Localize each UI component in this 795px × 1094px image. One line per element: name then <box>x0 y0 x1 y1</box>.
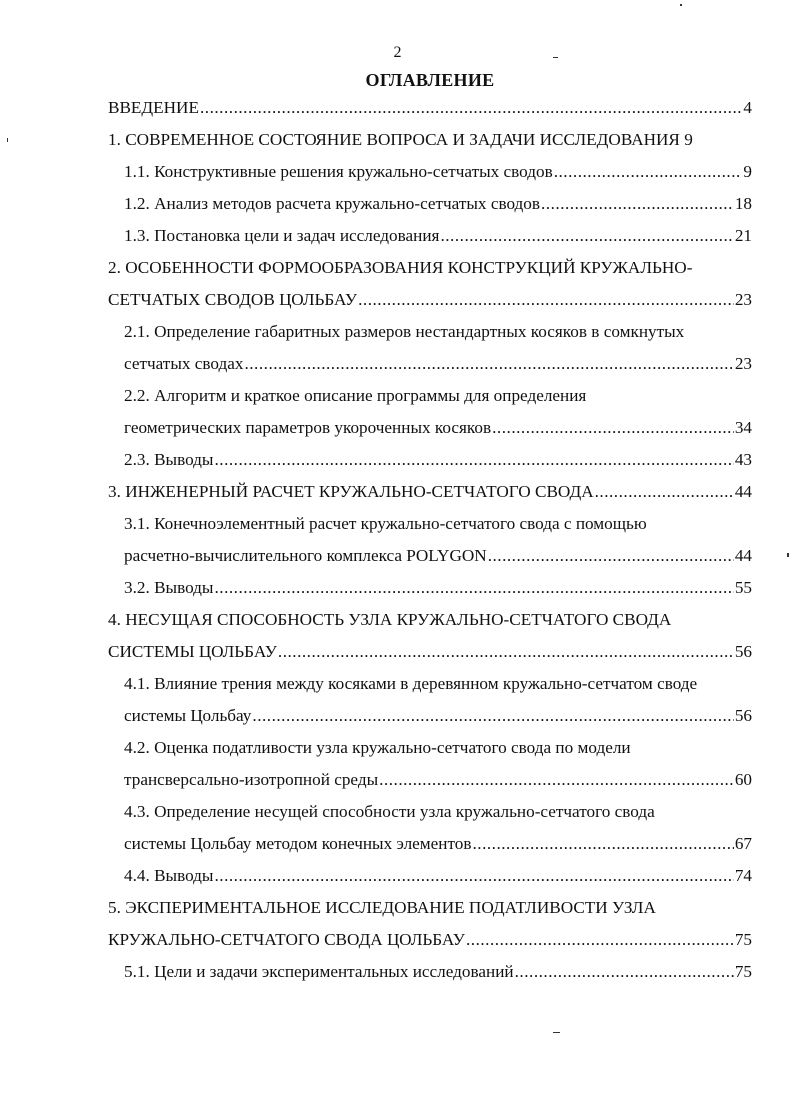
toc-entry-text: 3.2. Выводы <box>124 578 214 597</box>
toc-entry-text: сетчатых сводах <box>124 354 244 373</box>
toc-entry-page: 67 <box>734 834 752 853</box>
toc-entry-chapter-3 <box>108 482 752 510</box>
toc-entry-section-3-2 <box>124 578 752 606</box>
toc-entry-section-1-2 <box>124 194 752 222</box>
dot-leader <box>252 706 733 726</box>
toc-entry-section-1-3 <box>124 226 752 254</box>
toc-entry-section-2-2 <box>124 386 758 414</box>
toc-entry-text: 1.2. Анализ методов расчета кружально-сетчатых сводов <box>124 194 540 213</box>
toc-entry-text: расчетно-вычислительного комплекса POLYGON <box>124 546 487 565</box>
toc-entry-section-2-1-cont <box>124 354 752 382</box>
scan-speck <box>553 57 558 58</box>
toc-entry-text: 2.1. Определение габаритных размеров нестандартных косяков в сомкнутых <box>124 322 685 341</box>
toc-entry-page: 9 <box>743 162 752 181</box>
toc-entry-text: системы Цольбау методом конечных элементов <box>124 834 472 853</box>
toc-entry-section-1-1 <box>124 162 752 190</box>
toc-entry-text: 4.1. Влияние трения между косяками в деревянном кружально-сетчатом своде <box>124 674 698 693</box>
toc-entry-page: 23 <box>734 290 752 309</box>
toc-entry-text: 4.3. Определение несущей способности узла кружально-сетчатого свода <box>124 802 655 821</box>
toc-entry-page: 55 <box>734 578 752 597</box>
toc-entry-text: СИСТЕМЫ ЦОЛЬБАУ <box>108 642 277 661</box>
dot-leader <box>244 354 733 374</box>
toc-entry-text: 1.3. Постановка цели и задач исследования <box>124 226 440 245</box>
toc-entry-section-4-2 <box>124 738 758 766</box>
toc-entry-chapter-5-cont <box>108 930 752 958</box>
toc-entry-text: 2.2. Алгоритм и краткое описание программы для определения <box>124 386 587 405</box>
dot-leader <box>358 290 734 310</box>
dot-leader <box>278 642 734 662</box>
toc-entry-page: 18 <box>734 194 752 213</box>
dot-leader <box>541 194 734 214</box>
toc-entry-text: 1.1. Конструктивные решения кружально-сетчатых сводов <box>124 162 553 181</box>
toc-entry-text: 2.3. Выводы <box>124 450 214 469</box>
toc-entry-page: 43 <box>734 450 752 469</box>
toc-entry-section-4-1 <box>124 674 758 702</box>
scan-speck <box>787 553 789 557</box>
page-number: 2 <box>393 44 402 61</box>
dot-leader <box>554 162 743 182</box>
dot-leader <box>492 418 734 438</box>
toc-entry-section-4-4 <box>124 866 752 894</box>
toc-entry-text: геометрических параметров укороченных косяков <box>124 418 492 437</box>
toc-entry-text: 4. НЕСУЩАЯ СПОСОБНОСТЬ УЗЛА КРУЖАЛЬНО-СЕТЧАТОГО СВОДА <box>108 610 672 629</box>
toc-entry-page: 34 <box>734 418 752 437</box>
toc-entry-text: СЕТЧАТЫХ СВОДОВ ЦОЛЬБАУ <box>108 290 358 309</box>
toc-entry-text: системы Цольбау <box>124 706 252 725</box>
toc-entry-text: 1. СОВРЕМЕННОЕ СОСТОЯНИЕ ВОПРОСА И ЗАДАЧИ ИССЛЕДОВАНИЯ 9 <box>108 130 693 149</box>
scan-speck <box>7 138 8 142</box>
dot-leader <box>488 546 734 566</box>
toc-entry-text: 4.2. Оценка податливости узла кружально-сетчатого свода по модели <box>124 738 631 757</box>
toc-entry-page: 56 <box>734 706 752 725</box>
toc-entry-chapter-1 <box>108 130 758 158</box>
toc-entry-page: 75 <box>734 930 752 949</box>
dot-leader <box>200 98 742 118</box>
toc-entry-chapter-4 <box>108 610 758 638</box>
toc-entry-section-4-2-cont <box>124 770 752 798</box>
toc-entry-text: 3. ИНЖЕНЕРНЫЙ РАСЧЕТ КРУЖАЛЬНО-СЕТЧАТОГО СВОДА <box>108 482 594 501</box>
dot-leader <box>214 866 733 886</box>
dot-leader <box>214 578 733 598</box>
dot-leader <box>515 962 734 982</box>
dot-leader <box>466 930 734 950</box>
toc-entry-page: 60 <box>734 770 752 789</box>
toc-entry-page: 21 <box>734 226 752 245</box>
toc-entry-page: 74 <box>734 866 752 885</box>
toc-entry-page: 44 <box>734 482 752 501</box>
toc-entry-text: 5. ЭКСПЕРИМЕНТАЛЬНОЕ ИССЛЕДОВАНИЕ ПОДАТЛИВОСТИ УЗЛА <box>108 898 656 917</box>
toc-entry-section-4-3-cont <box>124 834 752 862</box>
scan-speck <box>680 4 682 6</box>
toc-entry-section-2-3 <box>124 450 752 478</box>
dot-leader <box>379 770 734 790</box>
toc-entry-page: 4 <box>743 98 752 117</box>
toc-entry-text: 3.1. Конечноэлементный расчет кружально-сетчатого свода с помощью <box>124 514 647 533</box>
toc-entry-chapter-2-cont <box>108 290 752 318</box>
dot-leader <box>214 450 733 470</box>
toc-entry-text: 4.4. Выводы <box>124 866 214 885</box>
toc-entry-chapter-4-cont <box>108 642 752 670</box>
dot-leader <box>472 834 733 854</box>
toc-entry-chapter-5 <box>108 898 758 926</box>
toc-entry-chapter-2 <box>108 258 758 286</box>
toc-entry-text: КРУЖАЛЬНО-СЕТЧАТОГО СВОДА ЦОЛЬБАУ <box>108 930 465 949</box>
toc-entry-introduction <box>108 98 752 126</box>
scan-speck <box>553 1032 560 1033</box>
toc-entry-section-2-2-cont <box>124 418 752 446</box>
toc-entry-section-3-1 <box>124 514 758 542</box>
toc-entry-section-5-1 <box>124 962 752 990</box>
toc-entry-section-4-3 <box>124 802 758 830</box>
toc-entry-text: 5.1. Цели и задачи экспериментальных исследований <box>124 962 514 981</box>
toc-entry-text: 2. ОСОБЕННОСТИ ФОРМООБРАЗОВАНИЯ КОНСТРУКЦИЙ КРУЖАЛЬНО- <box>108 258 693 277</box>
toc-entry-page: 56 <box>734 642 752 661</box>
toc-entry-text: ВВЕДЕНИЕ <box>108 98 199 117</box>
toc-entry-section-4-1-cont <box>124 706 752 734</box>
toc-entry-section-3-1-cont <box>124 546 752 574</box>
toc-entry-section-2-1 <box>124 322 758 350</box>
toc-entry-text: трансверсально-изотропной среды <box>124 770 379 789</box>
toc-entry-page: 44 <box>734 546 752 565</box>
toc-entry-page: 75 <box>734 962 752 981</box>
toc-entry-page: 23 <box>734 354 752 373</box>
dot-leader <box>595 482 734 502</box>
page-title: ОГЛАВЛЕНИЕ <box>365 70 495 90</box>
dot-leader <box>440 226 733 246</box>
